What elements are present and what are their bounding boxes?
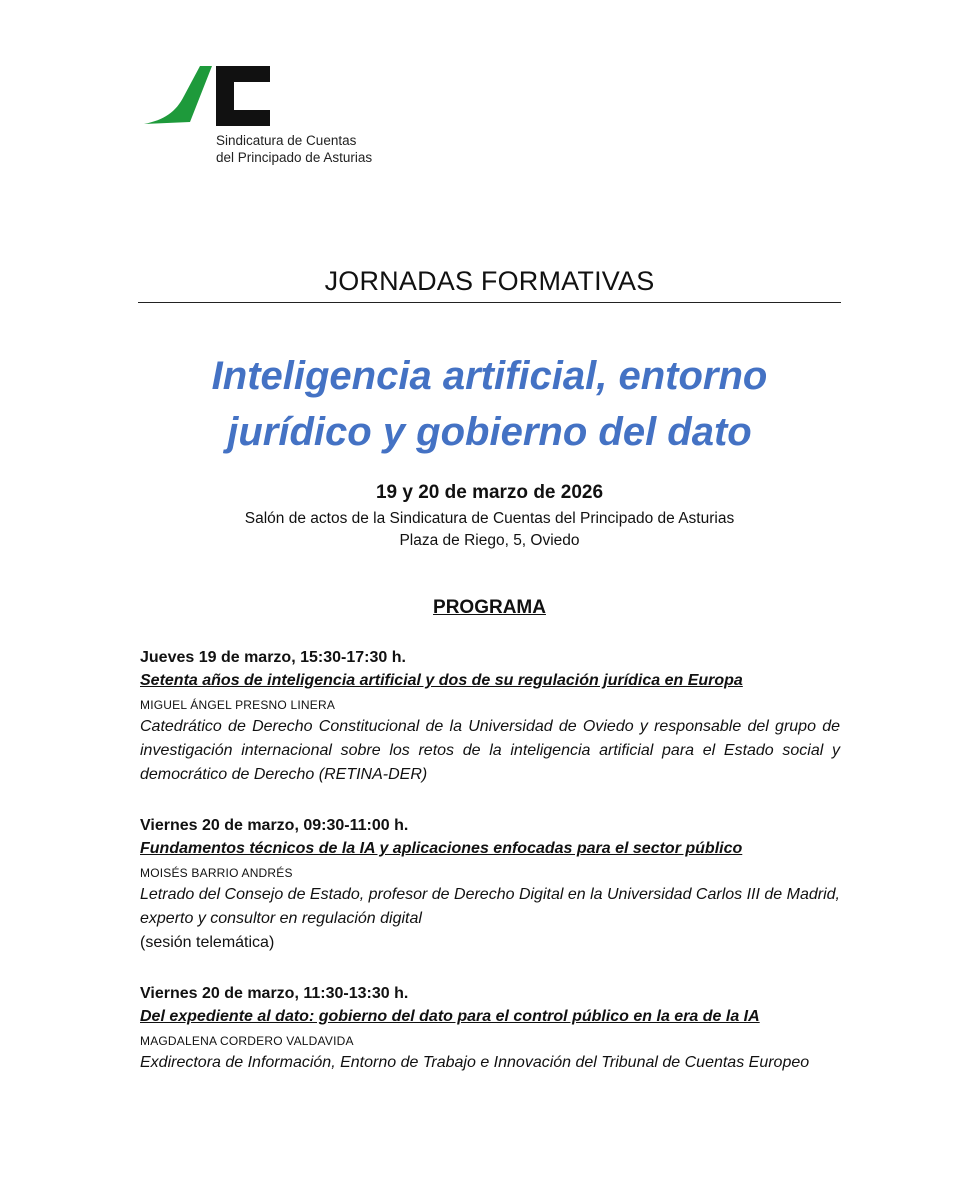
program-session-2 bbox=[140, 815, 840, 955]
organization-logo bbox=[140, 60, 400, 170]
logo-black-bottom bbox=[216, 110, 270, 126]
program-heading: PROGRAMA bbox=[433, 597, 546, 618]
venue-line1: Salón de actos de la Sindicatura de Cuentas del Principado de Asturias bbox=[244, 510, 735, 527]
event-venue bbox=[138, 508, 841, 552]
session-speaker: MAGDALENA CORDERO VALDAVIDA bbox=[140, 1034, 354, 1048]
main-title-line1: Inteligencia artificial, entorno bbox=[211, 354, 768, 398]
heading-divider bbox=[138, 302, 841, 303]
logo-green-swoosh bbox=[144, 66, 212, 124]
event-date: 19 y 20 de marzo de 2026 bbox=[375, 482, 604, 503]
main-title-line2: jurídico y gobierno del dato bbox=[227, 410, 752, 454]
sc-logo-mark bbox=[140, 60, 280, 130]
program-session-1 bbox=[140, 647, 840, 787]
program-session-3 bbox=[140, 983, 840, 1075]
session-time: Viernes 20 de marzo, 09:30-11:00 h. bbox=[140, 817, 409, 834]
organization-name bbox=[216, 132, 372, 166]
session-speaker: MOISÉS BARRIO ANDRÉS bbox=[140, 866, 293, 880]
session-note: (sesión telemática) bbox=[140, 934, 275, 951]
session-speaker-bio: Letrado del Consejo de Estado, profesor de Derecho Digital en la Universidad Carlos III de Madrid, experto y consultor en regulación digital bbox=[140, 886, 840, 927]
session-speaker: MIGUEL ÁNGEL PRESNO LINERA bbox=[140, 698, 336, 712]
session-time: Jueves 19 de marzo, 15:30-17:30 h. bbox=[140, 649, 406, 666]
organization-name-line2: del Principado de Asturias bbox=[216, 150, 373, 165]
venue-line2: Plaza de Riego, 5, Oviedo bbox=[399, 532, 580, 549]
session-title: Del expediente al dato: gobierno del dato para el control público en la era de la IA bbox=[140, 1008, 760, 1025]
session-speaker-bio: Catedrático de Derecho Constitucional de la Universidad de Oviedo y responsable del grupo de investigación internacional sobre los retos de la inteligencia artificial para el Estado social y democrático de Derecho (RETINA-DER) bbox=[140, 718, 840, 783]
event-type-heading: JORNADAS FORMATIVAS bbox=[324, 266, 655, 296]
session-title: Setenta años de inteligencia artificial y dos de su regulación jurídica en Europa bbox=[140, 672, 743, 689]
main-title bbox=[138, 348, 841, 460]
organization-name-line1: Sindicatura de Cuentas bbox=[216, 133, 357, 148]
logo-black-top bbox=[216, 66, 270, 82]
session-speaker-bio: Exdirectora de Información, Entorno de Trabajo e Innovación del Tribunal de Cuentas Europeo bbox=[140, 1054, 810, 1071]
session-time: Viernes 20 de marzo, 11:30-13:30 h. bbox=[140, 985, 409, 1002]
session-title: Fundamentos técnicos de la IA y aplicaciones enfocadas para el sector público bbox=[140, 840, 743, 857]
